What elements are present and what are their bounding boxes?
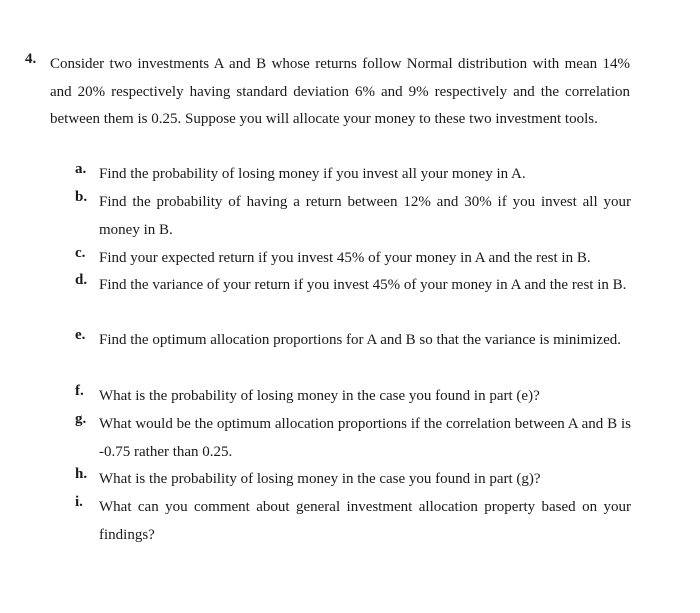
- sub-question-text: Find the probability of losing money if you invest all your money in A.: [99, 166, 526, 182]
- sub-question-letter: g.: [75, 411, 87, 427]
- sub-question-letter: b.: [75, 189, 88, 205]
- sub-question-text: Find the variance of your return if you invest 45% of your money in A and the rest in B.: [99, 277, 627, 293]
- sub-question-letter: d.: [75, 272, 88, 288]
- sub-question-text: Find your expected return if you invest 45% of your money in A and the rest in B.: [99, 250, 591, 266]
- sub-question-text: What is the probability of losing money in the case you found in part (g)?: [99, 471, 541, 487]
- sub-question-letter: e.: [75, 327, 86, 343]
- question-number: 4.: [25, 51, 37, 67]
- sub-question-letter: f.: [75, 383, 84, 399]
- sub-question-text: What would be the optimum allocation proportions if the correlation between A and B is -0.75 rather than 0.25.: [99, 416, 631, 460]
- sub-question-letter: a.: [75, 161, 87, 177]
- sub-question-letter: i.: [75, 494, 83, 510]
- sub-question-text: Find the optimum allocation proportions for A and B so that the variance is minimized.: [99, 332, 621, 348]
- sub-question-text: Find the probability of having a return between 12% and 30% if you invest all your money in B.: [99, 194, 631, 238]
- sub-question-letter: c.: [75, 245, 86, 261]
- question-text: Consider two investments A and B whose returns follow Normal distribution with mean 14% and 20% respectively having standard deviation 6% and 9% respectively and the correlation between them is 0.25. Suppose you will allocate your money to these two investment tools.: [50, 56, 630, 128]
- sub-question-letter: h.: [75, 466, 88, 482]
- sub-question-text: What can you comment about general investment allocation property based on your findings?: [99, 499, 631, 543]
- sub-question-text: What is the probability of losing money in the case you found in part (e)?: [99, 388, 540, 404]
